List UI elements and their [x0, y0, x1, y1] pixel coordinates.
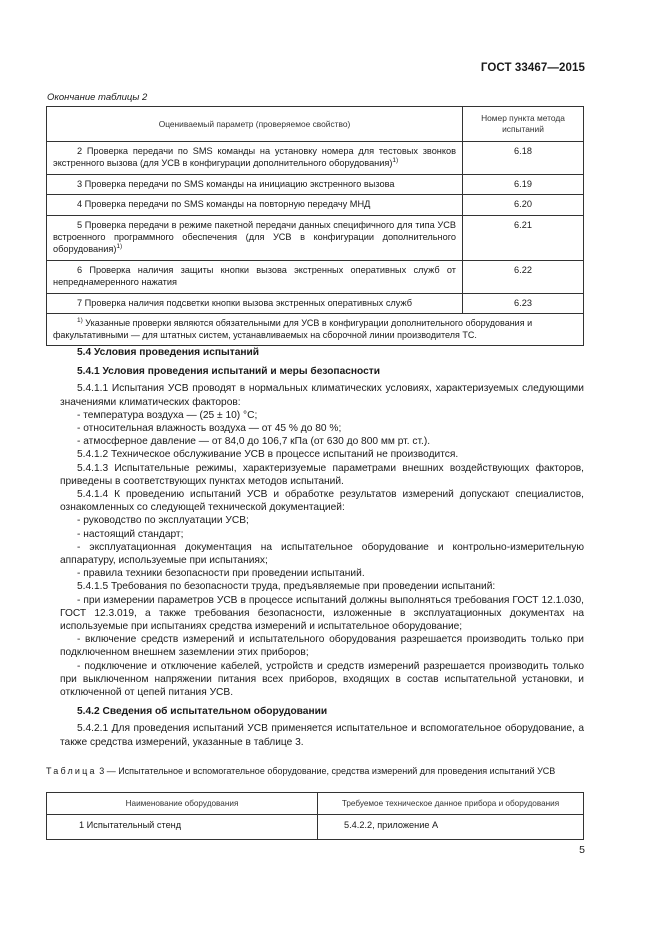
- paragraph: 5.4.1.1 Испытания УСВ проводят в нормальных климатических условиях, характеризуемых следующими значениями климатических факторов:: [60, 383, 584, 408]
- page-number: 5: [579, 844, 585, 856]
- paragraph: 5.4.1.5 Требования по безопасности труда, предъявляемые при проведении испытаний:: [77, 581, 496, 593]
- list-item: - эксплуатационная документация на испытательное оборудование и контрольно-измерительную аппаратуру, используемые при испытаниях;: [60, 541, 584, 567]
- section-body: [60, 346, 584, 749]
- list-item: - атмосферное давление — от 84,0 до 106,7 кПа (от 630 до 800 мм рт. ст.).: [77, 436, 431, 448]
- document-code: ГОСТ 33467—2015: [480, 62, 585, 74]
- table-cell-clause: 6.21: [463, 215, 584, 260]
- heading-5-4-1: 5.4.1 Условия проведения испытаний и меры безопасности: [77, 366, 381, 378]
- table-row: [47, 174, 584, 194]
- paragraph: 5.4.1.4 К проведению испытаний УСВ и обработке результатов измерений допускают специалистов, ознакомленных со следующей технической документацией:: [60, 489, 584, 514]
- table-row: [47, 195, 584, 215]
- table-cell-parameter: 7 Проверка наличия подсветки кнопки вызова экстренных оперативных служб: [47, 293, 463, 313]
- table-continuation-caption: Окончание таблицы 2: [47, 92, 148, 103]
- table-cell-clause: 6.20: [463, 195, 584, 215]
- list-item: - руководство по эксплуатации УСВ;: [77, 515, 249, 527]
- table-row: [47, 260, 584, 293]
- table-row: [47, 215, 584, 260]
- list-item: - включение средств измерений и испытательного оборудования разрешается производить только при подключенном внешнем заземлении этих приборов;: [60, 634, 584, 659]
- column-header-required-spec: Требуемое техническое данное прибора и оборудования: [318, 793, 584, 815]
- table-note-row: [47, 314, 584, 346]
- table-cell-parameter: 3 Проверка передачи по SMS команды на инициацию экстренного вызова: [47, 174, 463, 194]
- table-footnote: $^{1)}$ Указанные проверки являются обязательными для УСВ в конфигурации дополнительного оборудования и факультативными — для штатных систем, устанавливаемых на сборочной линии производителя ТС.: [47, 314, 584, 346]
- table-header-row: [47, 107, 584, 142]
- paragraph: 5.4.2.1 Для проведения испытаний УСВ применяется испытательное и вспомогательное оборудование, а также средства измерений, указанные в таблице 3.: [60, 723, 584, 748]
- table-cell-parameter: 6 Проверка наличия защиты кнопки вызова экстренных оперативных служб от непреднамеренного нажатия: [47, 260, 463, 293]
- table-row: [47, 142, 584, 175]
- table-3-title: Таблица 3 — Испытательное и вспомогательное оборудование, средства измерений для проведения испытаний УСВ: [46, 766, 556, 776]
- heading-5-4-2: 5.4.2 Сведения об испытательном оборудовании: [77, 706, 328, 718]
- list-item: - при измерении параметров УСВ в процессе испытаний должны выполняться требования ГОСТ 12.1.030, ГОСТ 12.3.019, а также требования безопасности, изложенные в эксплуатационных документах на используемые при испытаниях средства измерений и испытательное оборудование;: [60, 594, 584, 633]
- list-item: - правила техники безопасности при проведении испытаний.: [77, 568, 365, 580]
- list-item: - подключение и отключение кабелей, устройств и средств измерений разрешается производить только при выключенном напряжении питания всех приборов, входящих в состав испытательной установки, и отключенной от цепей питания УСВ.: [60, 660, 584, 699]
- column-header-method-clause: Номер пункта метода испытаний: [463, 107, 584, 142]
- list-item: - температура воздуха — (25 ± 10) °С;: [77, 409, 258, 421]
- table-row: [47, 293, 584, 313]
- table-2: [46, 106, 584, 346]
- table-cell-equipment-name: 1 Испытательный стенд: [47, 815, 318, 840]
- list-item: - настоящий стандарт;: [77, 528, 184, 540]
- list-item: - относительная влажность воздуха — от 45 % до 80 %;: [77, 423, 342, 435]
- heading-5-4: 5.4 Условия проведения испытаний: [77, 347, 260, 358]
- column-header-parameter: Оцениваемый параметр (проверяемое свойство): [47, 107, 463, 142]
- table-cell-parameter: 2 Проверка передачи по SMS команды на установку номера для тестовых звонков экстренного вызова (для УСВ в конфигурации дополнительного оборудования)$^{1)}$: [47, 142, 463, 175]
- column-header-equipment-name: Наименование оборудования: [47, 793, 318, 815]
- table-header-row: [47, 793, 584, 815]
- table-cell-parameter: 4 Проверка передачи по SMS команды на повторную передачу МНД: [47, 195, 463, 215]
- table-cell-clause: 6.23: [463, 293, 584, 313]
- paragraph: 5.4.1.3 Испытательные режимы, характеризуемые параметрами внешних воздействующих факторов, приведены в соответствующих пунктах методов испытаний.: [60, 462, 584, 487]
- table-cell-clause: 6.22: [463, 260, 584, 293]
- paragraph: 5.4.1.2 Техническое обслуживание УСВ в процессе испытаний не производится.: [77, 449, 459, 461]
- table-row: [47, 815, 584, 840]
- table-cell-parameter: 5 Проверка передачи в режиме пакетной передачи данных специфичного для типа УСВ встроенного программного обеспечения (для УСВ в конфигурации дополнительного оборудования)$^{1)}$: [47, 215, 463, 260]
- table-3: [46, 792, 584, 840]
- table-cell-clause: 6.18: [463, 142, 584, 175]
- table-cell-clause: 6.19: [463, 174, 584, 194]
- table-cell-required-spec: 5.4.2.2, приложение А: [318, 815, 584, 840]
